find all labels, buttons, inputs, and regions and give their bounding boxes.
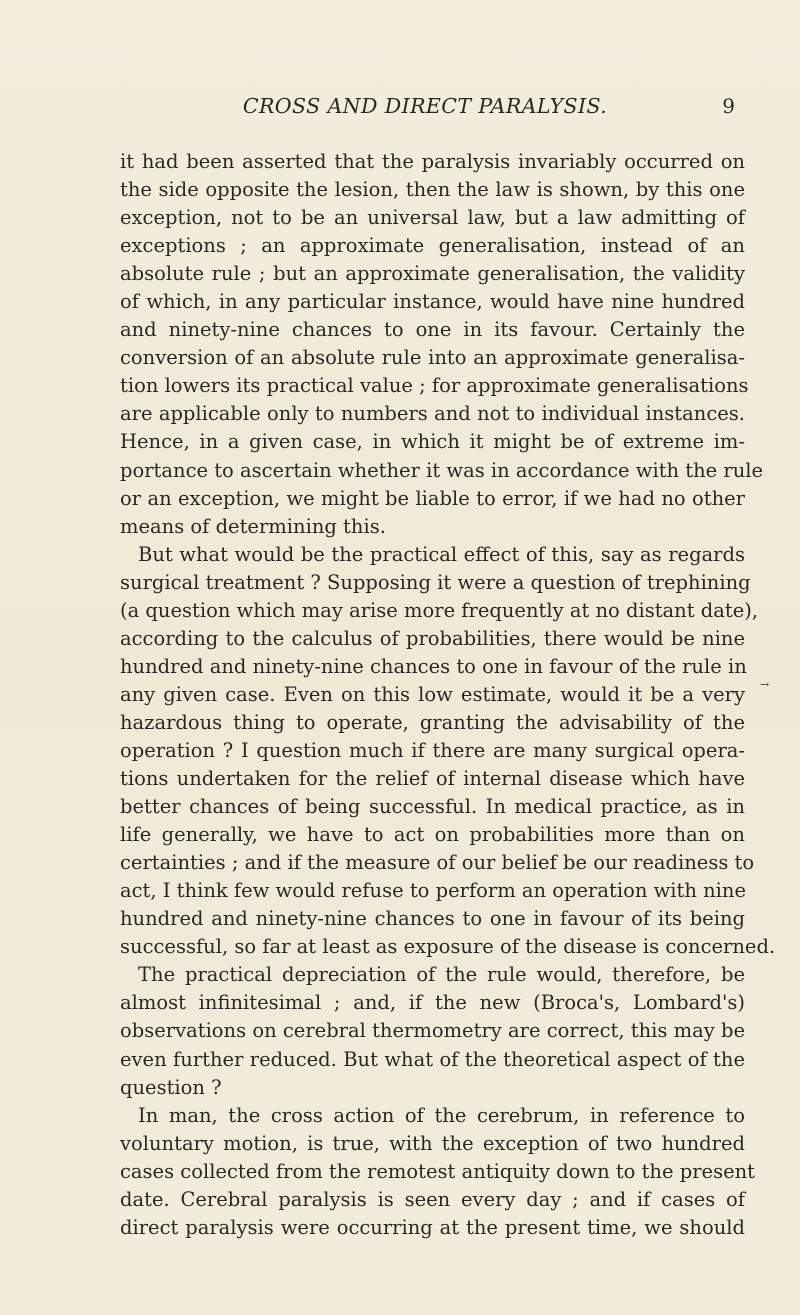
text-line: conversion of an absolute rule into an approximate generalisa- — [120, 346, 745, 370]
text-line: hundred and ninety-nine chances to one in favour of the rule in — [120, 654, 747, 678]
text-line: act, I think few would refuse to perform an operation with nine — [120, 879, 746, 903]
text-line: The practical depreciation of the rule would, therefore, be — [138, 963, 745, 987]
body-text — [120, 148, 776, 1242]
text-line: portance to ascertain whether it was in accordance with the rule — [120, 458, 764, 482]
text-line: date. Cerebral paralysis is seen every day ; and if cases of — [120, 1187, 745, 1211]
text-line: But what would be the practical effect of this, say as regards — [138, 542, 745, 566]
margin-mark: → — [760, 678, 770, 691]
text-line: better chances of being successful. In medical practice, as in — [120, 795, 745, 819]
text-line: or an exception, we might be liable to error, if we had no other — [120, 486, 745, 510]
text-line: certainties ; and if the measure of our belief be our readiness to — [120, 851, 755, 875]
text-line: question ? — [120, 1075, 222, 1099]
running-title: CROSS AND DIRECT PARALYSIS. — [242, 94, 608, 118]
text-line: almost infinitesimal ; and, if the new (Broca's, Lombard's) — [120, 991, 745, 1015]
text-line: In man, the cross action of the cerebrum, in reference to — [138, 1103, 745, 1127]
text-line: are applicable only to numbers and not to individual instances. — [120, 402, 745, 426]
text-line: hundred and ninety-nine chances to one in favour of its being — [120, 907, 745, 931]
text-line: surgical treatment ? Supposing it were a question of trephining — [120, 570, 751, 594]
text-line: direct paralysis were occurring at the present time, we should — [120, 1215, 745, 1239]
page-number: 9 — [722, 94, 735, 118]
text-line: tions undertaken for the relief of internal disease which have — [120, 767, 745, 791]
text-line: exceptions ; an approximate generalisation, instead of an — [120, 234, 745, 258]
text-line: the side opposite the lesion, then the law is shown, by this one — [120, 178, 745, 202]
text-line: operation ? I question much if there are many surgical opera- — [120, 738, 745, 762]
text-line: even further reduced. But what of the theoretical aspect of the — [120, 1047, 745, 1071]
text-line: voluntary motion, is true, with the exception of two hundred — [120, 1131, 745, 1155]
text-line: life generally, we have to act on probabilities more than on — [120, 823, 745, 847]
text-line: it had been asserted that the paralysis invariably occurred on — [120, 150, 745, 173]
text-line: cases collected from the remotest antiquity down to the present — [120, 1159, 756, 1183]
text-line: observations on cerebral thermometry are correct, this may be — [120, 1019, 745, 1043]
text-line: hazardous thing to operate, granting the advisability of the — [120, 710, 745, 734]
text-line: successful, so far at least as exposure of the disease is concerned. — [120, 935, 776, 959]
text-line: any given case. Even on this low estimate, would it be a very — [120, 682, 745, 706]
running-head — [120, 94, 735, 122]
text-line: means of determining this. — [120, 514, 386, 538]
text-line: according to the calculus of probabilities, there would be nine — [120, 626, 745, 650]
text-line: and ninety-nine chances to one in its favour. Certainly the — [120, 318, 745, 342]
text-line: tion lowers its practical value ; for approximate generalisations — [120, 374, 749, 398]
text-line: exception, not to be an universal law, but a law admitting of — [120, 206, 745, 230]
text-line: Hence, in a given case, in which it might be of extreme im- — [120, 430, 745, 454]
text-line: of which, in any particular instance, would have nine hundred — [120, 290, 745, 314]
text-line: absolute rule ; but an approximate generalisation, the validity — [120, 262, 745, 286]
text-line: (a question which may arise more frequently at no distant date), — [120, 598, 759, 622]
